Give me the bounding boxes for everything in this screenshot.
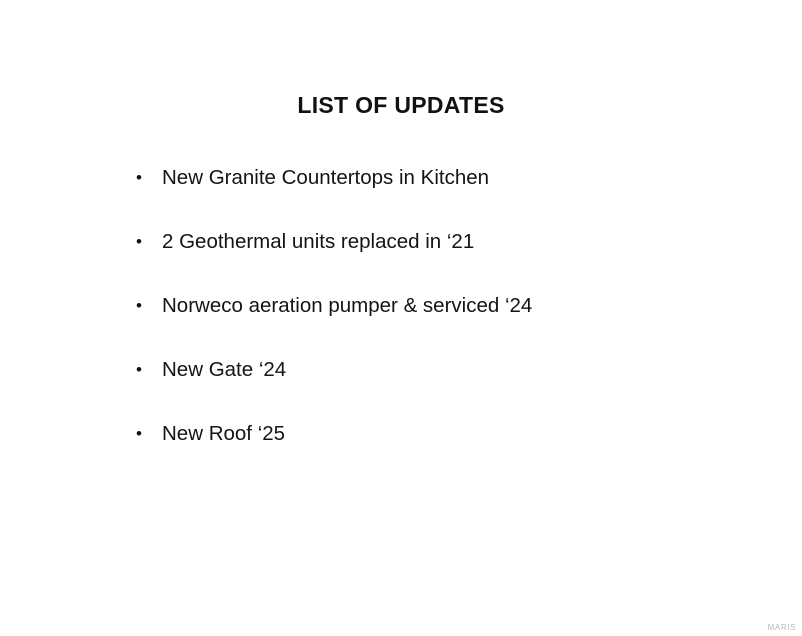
list-item-label: New Gate ‘24 bbox=[162, 358, 287, 381]
bullet-icon: • bbox=[136, 168, 142, 187]
bullet-icon: • bbox=[136, 296, 142, 315]
list-item bbox=[130, 357, 750, 383]
list-item-label: Norweco aeration pumper & serviced ‘24 bbox=[162, 294, 533, 317]
list-item-label: 2 Geothermal units replaced in ‘21 bbox=[162, 230, 475, 253]
bullet-icon: • bbox=[136, 424, 142, 443]
list-item bbox=[130, 229, 750, 255]
page-title: LIST OF UPDATES bbox=[297, 92, 505, 118]
list-item bbox=[130, 293, 750, 319]
list-item-label: New Roof ‘25 bbox=[162, 422, 286, 445]
bullet-icon: • bbox=[136, 360, 142, 379]
watermark-label: MARIS bbox=[767, 623, 796, 632]
list-item-label: New Granite Countertops in Kitchen bbox=[162, 166, 490, 189]
list-item bbox=[130, 421, 750, 447]
updates-list bbox=[130, 165, 750, 485]
list-item bbox=[130, 165, 750, 191]
bullet-icon: • bbox=[136, 232, 142, 251]
